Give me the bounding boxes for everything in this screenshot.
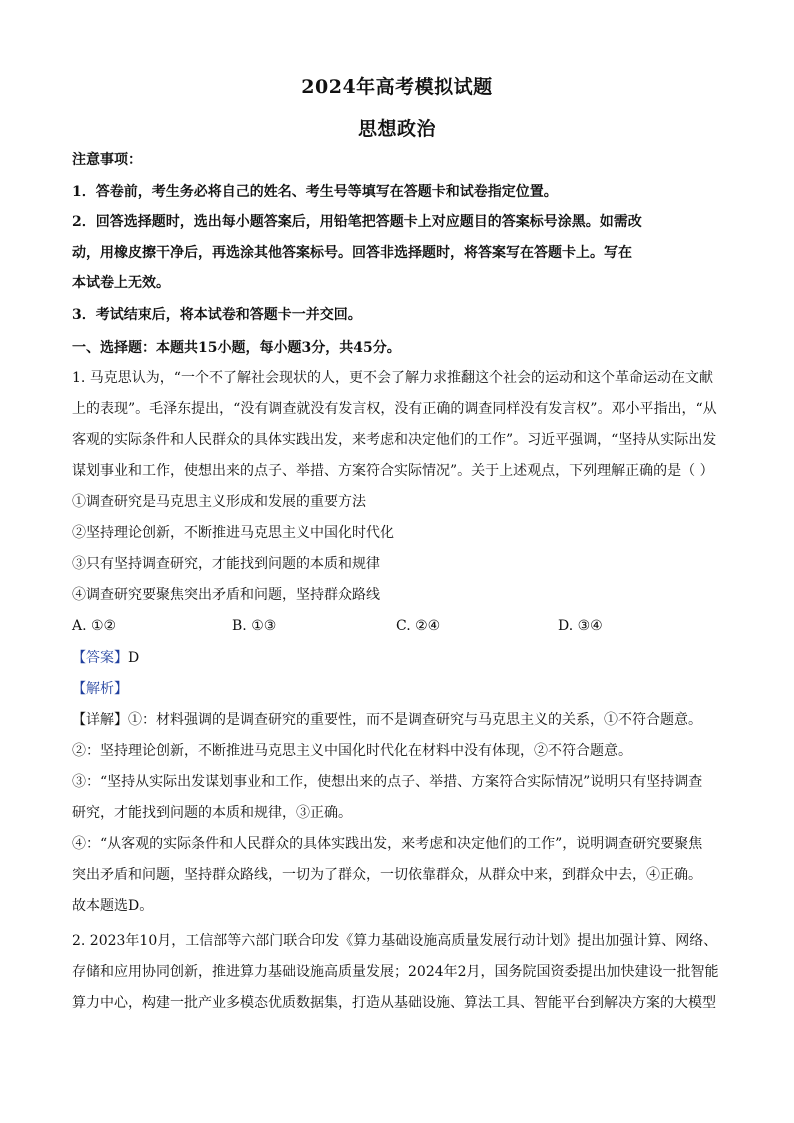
notice-item: 本试卷上无效。	[72, 275, 170, 291]
notice-item: 3．考试结束后，将本试卷和答题卡一并交回。	[72, 307, 362, 323]
option-a: A. ①②	[72, 618, 117, 634]
question-2-stem-line: 存储和应用协同创新，推进算力基础设施高质量发展；2024年2月，国务院国资委提出加快建设一批智能	[72, 964, 719, 980]
notice-item: 2．回答选择题时，选出每小题答案后，用铅笔把答题卡上对应题目的答案标号涂黑。如需改	[72, 214, 642, 230]
question-1-stem-line: 客观的实际条件和人民群众的具体实践出发，来考虑和决定他们的工作”。习近平强调，“坚持从实际出发	[72, 432, 717, 448]
exam-title: 2024年高考模拟试题	[301, 76, 493, 98]
answer-label: 【答案】	[72, 650, 128, 666]
detail-conclusion: 故本题选D。	[72, 898, 154, 914]
answer-value: D	[128, 650, 140, 666]
statement-1: ①调查研究是马克思主义形成和发展的重要方法	[72, 494, 366, 510]
detail-line: ②：坚持理论创新，不断推进马克思主义中国化时代化在材料中没有体现，②不符合题意。	[72, 743, 632, 759]
question-2-stem-line: 算力中心，构建一批产业多模态优质数据集，打造从基础设施、算法工具、智能平台到解决方案的大模型	[72, 995, 716, 1011]
notice-item: 动，用橡皮擦干净后，再选涂其他答案标号。回答非选择题时，将答案写在答题卡上。写在	[72, 245, 632, 261]
detail-line: 【详解】①：材料强调的是调查研究的重要性，而不是调查研究与马克思主义的关系，①不符合题意。	[72, 712, 702, 728]
detail-line: 研究，才能找到问题的本质和规律，③正确。	[72, 805, 352, 821]
option-b: B. ①③	[232, 618, 277, 634]
detail-line: ③：“坚持从实际出发谋划事业和工作，使想出来的点子、举措、方案符合实际情况”说明只有坚持调查	[72, 774, 703, 790]
statement-4: ④调查研究要聚焦突出矛盾和问题，坚持群众路线	[72, 587, 380, 603]
detail-line: 突出矛盾和问题，坚持群众路线，一切为了群众，一切依靠群众，从群众中来，到群众中去，④正确。	[72, 867, 702, 883]
answer-line	[72, 648, 724, 668]
question-2-stem-line: 2. 2023年10月，工信部等六部门联合印发《算力基础设施高质量发展行动计划》提出加强计算、网络、	[72, 933, 718, 949]
option-c: C. ②④	[396, 618, 441, 634]
section-heading: 一、选择题：本题共15小题，每小题3分，共45分。	[72, 340, 401, 356]
question-1-stem-line: 谋划事业和工作，使想出来的点子、举措、方案符合实际情况”。关于上述观点，下列理解正确的是（ ）	[72, 463, 714, 479]
statement-3: ③只有坚持调查研究，才能找到问题的本质和规律	[72, 556, 380, 572]
question-1-stem-line: 上的表现”。毛泽东提出，“没有调查就没有发言权，没有正确的调查同样没有发言权”。邓小平指出，“从	[72, 401, 717, 417]
notice-item: 1．答卷前，考生务必将自己的姓名、考生号等填写在答题卡和试卷指定位置。	[72, 184, 558, 200]
analysis-label: 【解析】	[72, 681, 128, 697]
detail-line: ④：“从客观的实际条件和人民群众的具体实践出发，来考虑和决定他们的工作”，说明调查研究要聚焦	[72, 836, 703, 852]
option-d: D. ③④	[558, 618, 603, 634]
question-1-stem-line: 1. 马克思认为，“一个不了解社会现状的人，更不会了解力求推翻这个社会的运动和这个革命运动在文献	[72, 370, 713, 386]
statement-2: ②坚持理论创新，不断推进马克思主义中国化时代化	[72, 525, 394, 541]
notice-heading: 注意事项：	[72, 152, 142, 168]
subject-title: 思想政治	[357, 118, 436, 140]
